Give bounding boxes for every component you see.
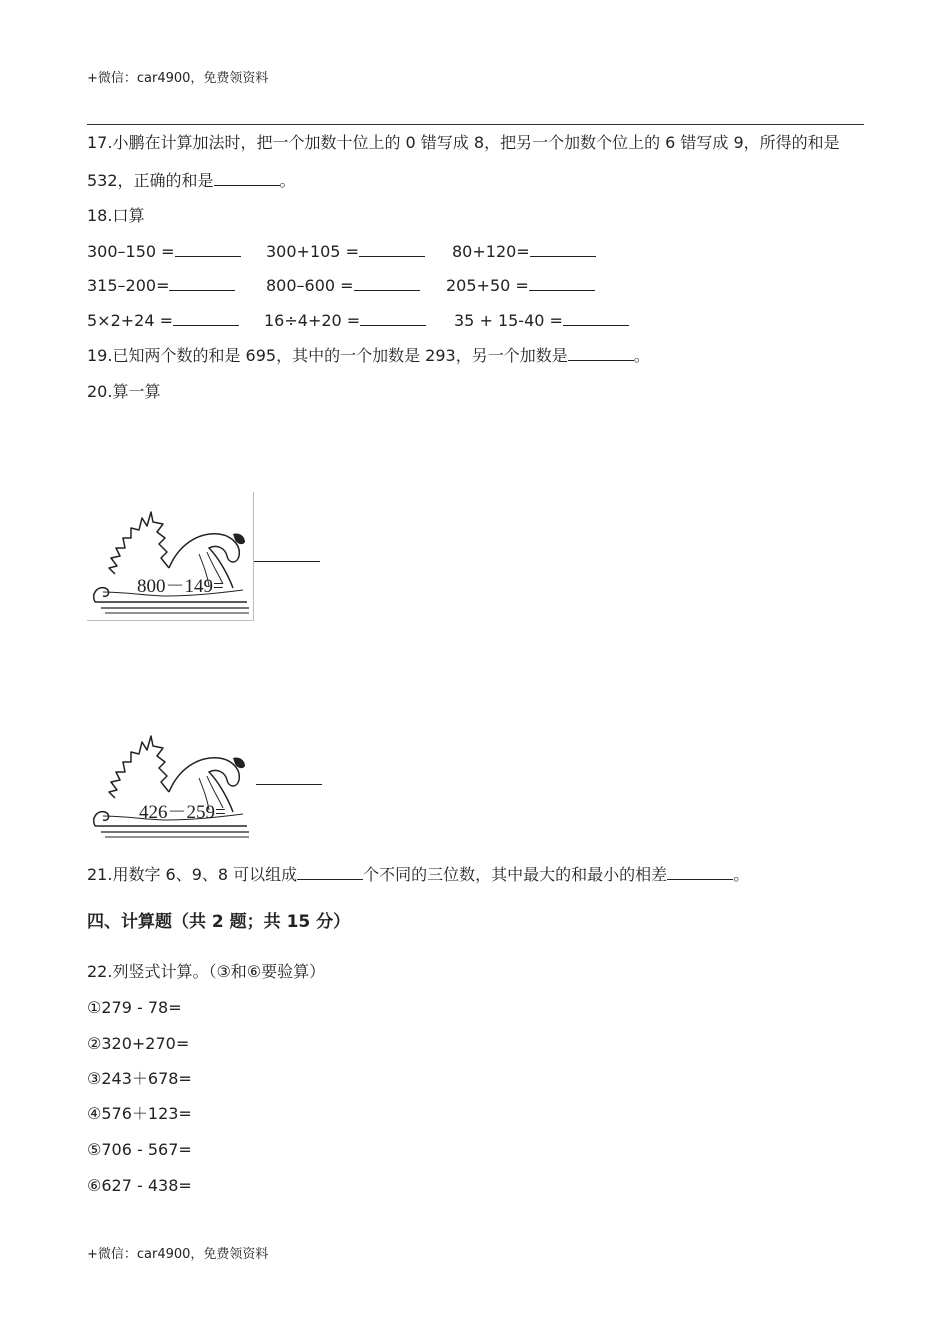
q17-line2-suffix: 。 [279, 171, 296, 190]
q17-answer-blank[interactable] [214, 171, 280, 186]
q20-answer-blank-2[interactable] [256, 784, 322, 785]
q21-answer-blank-1[interactable] [297, 865, 363, 880]
q19-answer-blank[interactable] [568, 346, 634, 361]
swan-1-expression: 800－149= [137, 576, 224, 597]
q18-expr: 35 + 15-40 = [454, 311, 563, 330]
swan-figure-1 [87, 492, 254, 621]
q18-answer-blank[interactable] [354, 276, 420, 291]
q22-item: ⑤706 - 567= [87, 1140, 192, 1159]
q18-row3-item1 [87, 311, 239, 331]
q20-answer-blank-1[interactable] [254, 561, 320, 562]
q18-row2-item3 [446, 276, 595, 296]
q18-expr: 205+50 = [446, 276, 529, 295]
q18-answer-blank[interactable] [530, 242, 596, 257]
q21-suffix: 。 [733, 865, 750, 884]
header-divider [87, 124, 864, 125]
q18-answer-blank[interactable] [360, 311, 426, 326]
section-4-heading: 四、计算题（共 2 题；共 15 分） [87, 912, 351, 932]
q18-row1-item1 [87, 242, 241, 262]
q18-expr: 300–150 = [87, 242, 175, 261]
swan-2-expression: 426－259= [139, 802, 226, 823]
q21-answer-blank-2[interactable] [667, 865, 733, 880]
q22-item: ②320+270= [87, 1034, 190, 1053]
page-header-text: +微信：car4900，免费领资料 [87, 71, 269, 86]
q22-item: ⑥627 - 438= [87, 1176, 192, 1195]
page-footer-text: +微信：car4900，免费领资料 [87, 1247, 269, 1262]
q21-line [87, 865, 749, 885]
q18-answer-blank[interactable] [175, 242, 241, 257]
q22-item: ③243＋678= [87, 1069, 192, 1088]
q18-expr: 80+120= [452, 242, 530, 261]
q19-suffix: 。 [633, 346, 650, 365]
q18-answer-blank[interactable] [359, 242, 425, 257]
q18-answer-blank[interactable] [529, 276, 595, 291]
q18-answer-blank[interactable] [169, 276, 235, 291]
q18-answer-blank[interactable] [563, 311, 629, 326]
q18-row1-item3 [452, 242, 596, 262]
q19-prefix: 19.已知两个数的和是 695，其中的一个加数是 293，另一个加数是 [87, 346, 568, 365]
q18-row2-item2 [266, 276, 420, 296]
q18-expr: 800–600 = [266, 276, 354, 295]
q22-title: 22.列竖式计算。（③和⑥要验算） [87, 962, 326, 981]
swan-illustration-icon [87, 716, 255, 844]
q18-row2-item1 [87, 276, 235, 296]
q18-row1-item2 [266, 242, 425, 262]
q18-row3-item3 [454, 311, 629, 331]
q18-answer-blank[interactable] [173, 311, 239, 326]
q21-middle: 个不同的三位数，其中最大的和最小的相差 [363, 865, 668, 884]
q17-line2 [87, 171, 296, 191]
q20-title: 20.算一算 [87, 382, 161, 401]
q18-expr: 5×2+24 = [87, 311, 174, 330]
q21-prefix: 21.用数字 6、9、8 可以组成 [87, 865, 298, 884]
q18-row3-item2 [264, 311, 426, 331]
swan-figure-2 [87, 716, 255, 844]
q18-expr: 16÷4+20 = [264, 311, 361, 330]
q19-line [87, 346, 650, 366]
q22-item: ①279 - 78= [87, 998, 182, 1017]
q18-expr: 315–200= [87, 276, 170, 295]
swan-illustration-icon [87, 492, 253, 620]
q17-line1: 17.小鹏在计算加法时，把一个加数十位上的 0 错写成 8，把另一个加数个位上的 6 错写成 9，所得的和是 [87, 133, 840, 152]
q18-expr: 300+105 = [266, 242, 359, 261]
q18-title: 18.口算 [87, 206, 145, 225]
q22-item: ④576＋123= [87, 1104, 192, 1123]
q17-line2-prefix: 532，正确的和是 [87, 171, 214, 190]
